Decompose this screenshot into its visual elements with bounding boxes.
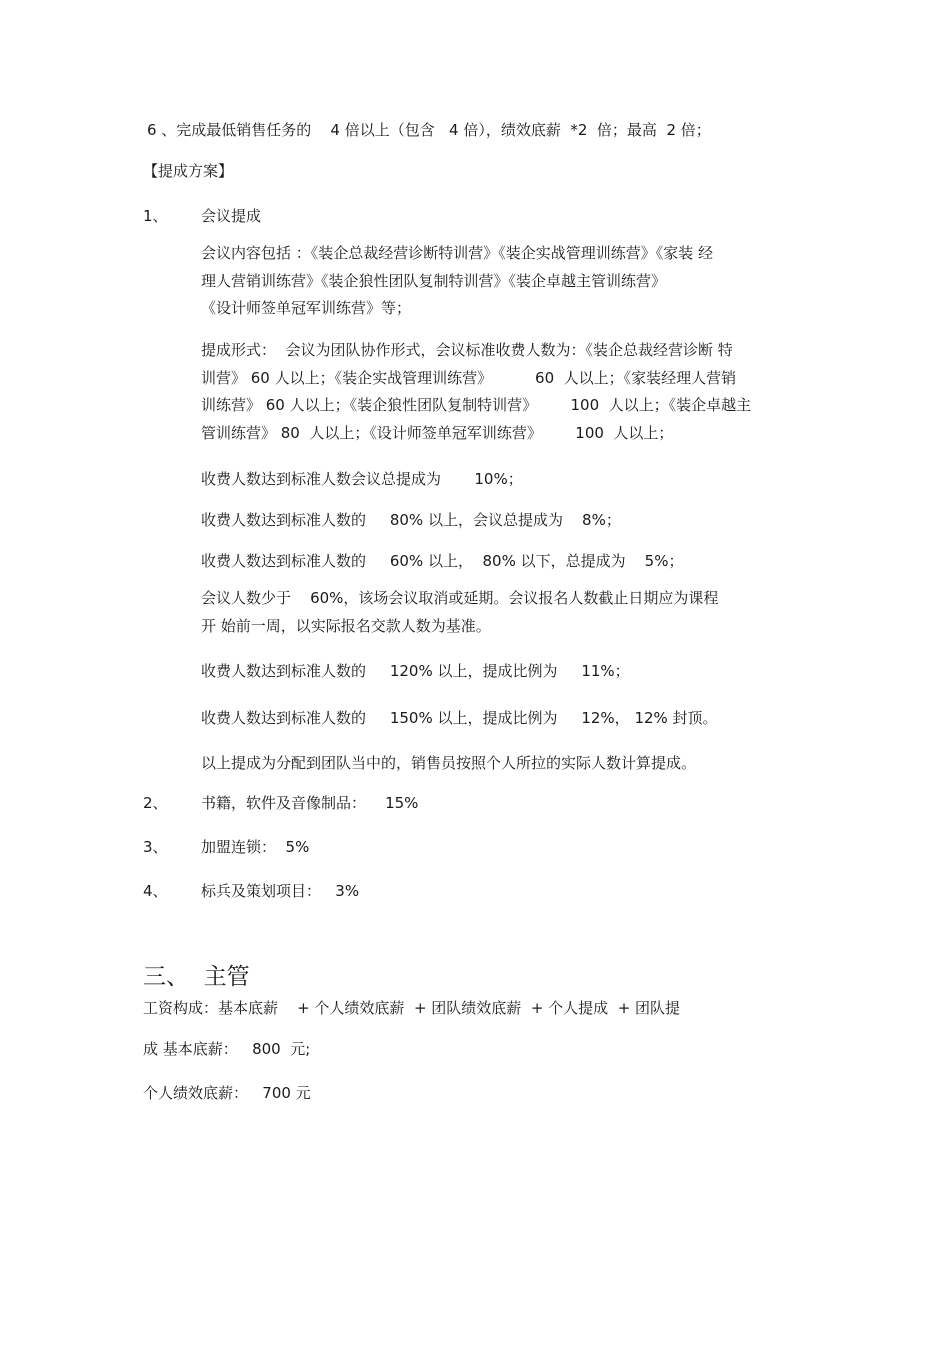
rule-80-percent: 收费人数达到标准人数的 80% 以上，会议总提成为 8%； [201,511,621,529]
commission-form-line: 管训练营》 80 人以上；《设计师签单冠军训练营》 100 人以上； [201,423,674,442]
commission-form-line: 训营》 60 人以上；《装企实战管理训练营》 60 人以上；《家装经理人营销 [201,368,737,387]
commission-plan-title: 【提成方案】 [143,162,234,180]
section-heading-supervisor: 三、 主管 [143,964,250,990]
meeting-content-line: 理人营销训练营》《装企狼性团队复制特训营》《装企卓越主管训练营》 [201,271,667,290]
rule-60-percent: 收费人数达到标准人数的 60% 以上， 80% 以下，总提成为 5%； [201,552,684,570]
commission-form-line: 训练营》 60 人以上；《装企狼性团队复制特训营》 100 人以上；《装企卓越主 [201,396,752,414]
meeting-content-line: 《设计师签单冠军训练营》等； [201,299,412,317]
distribution-note: 以上提成为分配到团队当中的，销售员按照个人所拉的实际人数计算提成。 [201,754,697,772]
item-2-label: 书籍，软件及音像制品： 15% [201,794,419,812]
cancel-line: 会议人数少于 60%，该场会议取消或延期。会议报名人数截止日期应为课程 [201,589,719,607]
cancel-paragraph [201,585,791,640]
item-1-label: 会议提成 [201,207,262,225]
personal-performance-salary-line: 个人绩效底薪： 700 元 [143,1084,311,1102]
base-salary-line: 成 基本底薪： 800 元; [143,1040,311,1058]
commission-form-line: 提成形式： 会议为团队协作形式，会议标准收费人数为：《装企总裁经营诊断 特 [201,341,733,359]
salary-structure-line: 工资构成：基本底薪 + 个人绩效底薪 + 团队绩效底薪 + 个人提成 + 团队提 [143,999,681,1017]
task-multiplier-line: 6 、完成最低销售任务的 4 倍以上（包含 4 倍），绩效底薪 *2 倍；最高 2 倍； [147,121,711,139]
rule-150-percent: 收费人数达到标准人数的 150% 以上，提成比例为 12%， 12% 封顶。 [201,709,718,727]
item-1-number: 1、 [143,207,168,225]
cancel-line: 开 始前一周，以实际报名交款人数为基准。 [201,616,491,635]
meeting-content-paragraph [201,240,791,323]
item-4-number: 4、 [143,882,168,900]
rule-total-commission: 收费人数达到标准人数会议总提成为 10%； [201,470,523,488]
item-3-number: 3、 [143,838,168,856]
item-2-number: 2、 [143,794,168,812]
commission-form-paragraph [201,337,791,447]
item-3-label: 加盟连锁： 5% [201,838,310,856]
item-4-label: 标兵及策划项目： 3% [201,882,360,900]
meeting-content-line: 会议内容包括 ：《装企总裁经营诊断特训营》《装企实战管理训练营》《家装 经 [201,244,714,262]
rule-120-percent: 收费人数达到标准人数的 120% 以上，提成比例为 11%； [201,662,630,680]
